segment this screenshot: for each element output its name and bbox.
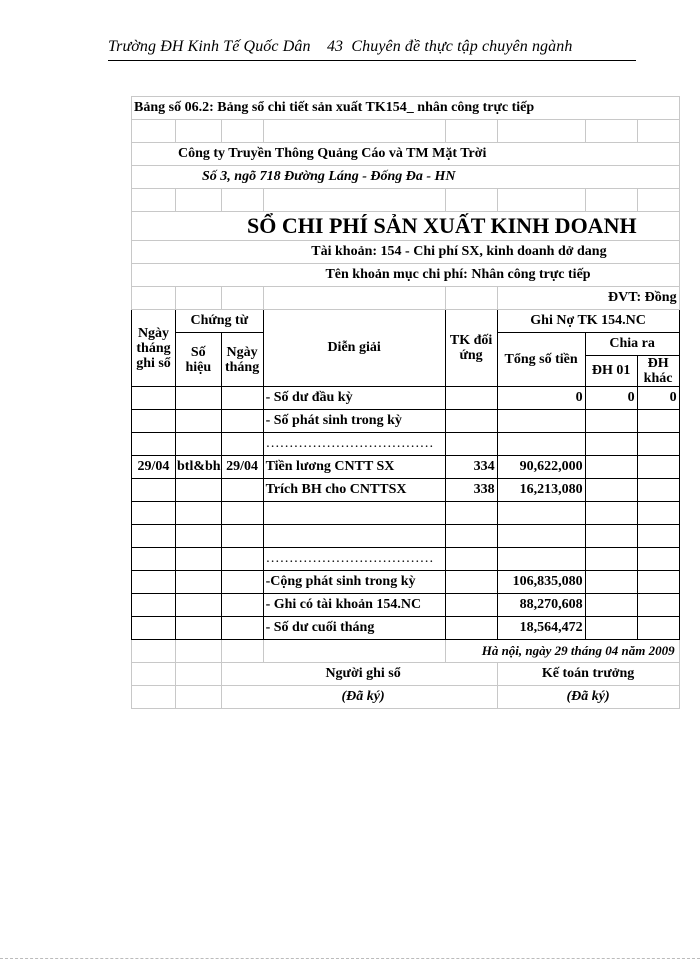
ledger-cost-item: Tên khoản mục chi phí: Nhân công trực tiếp (132, 264, 680, 287)
col-date-header: Ngày tháng ghi sổ (132, 310, 176, 387)
row-closing-total: 18,564,472 (497, 617, 585, 640)
table-row (132, 594, 680, 617)
table-row (132, 433, 680, 456)
col-voucher-date-header: Ngày tháng (221, 333, 263, 387)
row-dots: ……………………………… (263, 548, 445, 571)
entry-account: 334 (445, 456, 497, 479)
company-address: Số 3, ngõ 718 Đường Láng - Đống Đa - HN (132, 166, 680, 189)
page-number: 43 (326, 38, 344, 55)
row-opening-desc: - Số dư đầu kỳ (263, 387, 445, 410)
table-row (132, 479, 680, 502)
row-opening-dh-other: 0 (637, 387, 679, 410)
table-row (132, 502, 680, 525)
row-credit-total: 88,270,608 (497, 594, 585, 617)
school-name: Trường ĐH Kinh Tế Quốc Dân (108, 38, 311, 55)
ledger-title: SỔ CHI PHÍ SẢN XUẤT KINH DOANH (132, 212, 680, 241)
row-opening-dh01: 0 (585, 387, 637, 410)
col-description-header: Diễn giải (263, 310, 445, 387)
row-opening-total: 0 (497, 387, 585, 410)
col-debit-header: Ghi Nợ TK 154.NC (497, 310, 679, 333)
entry-voucher-date: 29/04 (221, 456, 263, 479)
ledger-sheet (131, 96, 680, 709)
footer-date-place: Hà nội, ngày 29 tháng 04 năm 2009 (445, 640, 679, 663)
entry-total: 90,622,000 (497, 456, 585, 479)
table-row (132, 617, 680, 640)
report-title: Chuyên đề thực tập chuyên ngành (351, 38, 573, 55)
table-row (132, 548, 680, 571)
table-row (132, 387, 680, 410)
entry-voucher-no: btl&bh (176, 456, 222, 479)
row-dots: ……………………………… (263, 433, 445, 456)
row-total-arising-total: 106,835,080 (497, 571, 585, 594)
table-row (132, 571, 680, 594)
company-name: Công ty Truyền Thông Quảng Cáo và TM Mặt Trời (132, 143, 680, 166)
footer-recorder: Người ghi sổ (221, 663, 497, 686)
table-row (132, 410, 680, 433)
entry-account: 338 (445, 479, 497, 502)
col-total-header: Tổng số tiền (497, 333, 585, 387)
col-split-header: Chia ra (585, 333, 679, 356)
col-voucher-header: Chứng từ (176, 310, 264, 333)
page-header (108, 38, 572, 56)
header-rule (108, 60, 636, 61)
row-arising-desc: - Số phát sinh trong kỳ (263, 410, 445, 433)
col-voucher-no-header: Số hiệu (176, 333, 222, 387)
table-row (132, 456, 680, 479)
col-account-header: TK đối ứng (445, 310, 497, 387)
row-closing-desc: - Số dư cuối tháng (263, 617, 445, 640)
currency-unit: ĐVT: Đồng (497, 287, 679, 310)
footer-recorder-sign: (Đã ký) (221, 686, 497, 709)
entry-desc: Trích BH cho CNTTSX (263, 479, 445, 502)
entry-total: 16,213,080 (497, 479, 585, 502)
entry-date: 29/04 (132, 456, 176, 479)
table-caption: Bảng số 06.2: Bảng sổ chi tiết sản xuất TK154_ nhân công trực tiếp (132, 97, 680, 120)
footer-chief-accountant: Kế toán trưởng (497, 663, 679, 686)
row-total-arising-desc: -Cộng phát sinh trong kỳ (263, 571, 445, 594)
page-bottom-divider (0, 958, 700, 959)
ledger-account: Tài khoản: 154 - Chi phí SX, kinh doanh dở dang (132, 241, 680, 264)
table-row (132, 525, 680, 548)
row-credit-desc: - Ghi có tài khoản 154.NC (263, 594, 445, 617)
ledger-table (131, 96, 680, 709)
col-dh01-header: ĐH 01 (585, 356, 637, 387)
entry-desc: Tiền lương CNTT SX (263, 456, 445, 479)
col-dh-other-header: ĐH khác (637, 356, 679, 387)
footer-chief-sign: (Đã ký) (497, 686, 679, 709)
